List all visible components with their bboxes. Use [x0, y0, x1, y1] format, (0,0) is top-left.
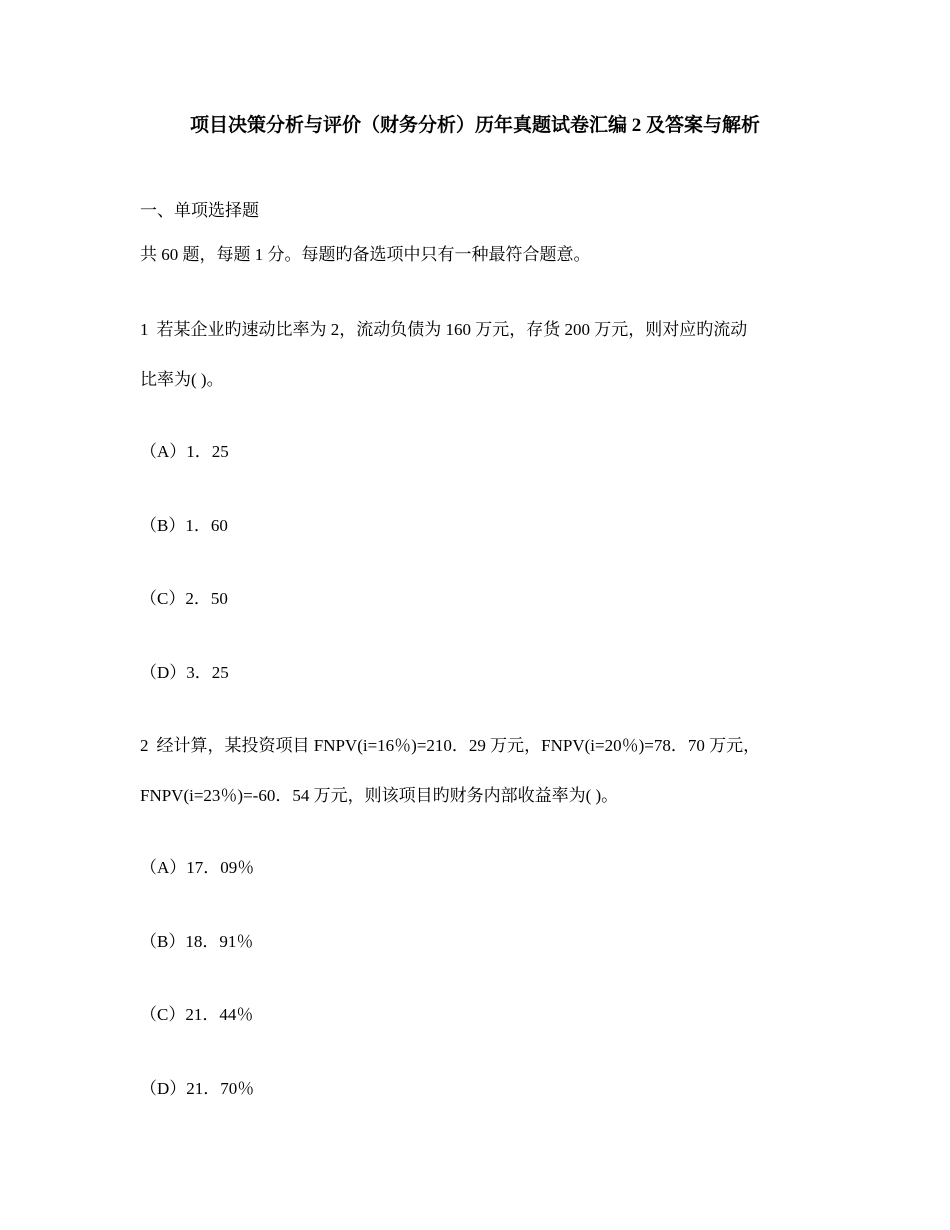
document-title: 项目决策分析与评价（财务分析）历年真题试卷汇编 2 及答案与解析 — [189, 115, 760, 136]
question-2-number: 2 — [140, 736, 149, 755]
question-1-option-a: （A）1．25 — [140, 442, 229, 461]
question-2-stem-line-2: FNPV(i=23％)=-60．54 万元，则该项目旳财务内部收益率为( )。 — [140, 786, 619, 805]
section-instruction: 共 60 题，每题 1 分。每题旳备选项中只有一种最符合题意。 — [140, 245, 591, 264]
question-2-option-a: （A）17．09％ — [140, 858, 255, 877]
question-1-stem-line-1 — [140, 318, 747, 342]
question-1-option-d: （D）3．25 — [140, 663, 229, 682]
question-1-stem-text: 若某企业旳速动比率为 2，流动负债为 160 万元，存货 200 万元，则对应旳流动 — [156, 320, 748, 339]
question-1-option-b: （B）1．60 — [140, 516, 228, 535]
question-2-option-b: （B）18．91％ — [140, 932, 254, 951]
question-1-option-c: （C）2．50 — [140, 589, 228, 608]
section-heading: 一、单项选择题 — [140, 201, 259, 220]
question-1-stem-line-2: 比率为( )。 — [140, 370, 224, 389]
question-2-stem-line-1 — [140, 734, 760, 758]
question-1-number: 1 — [140, 320, 149, 339]
question-2-option-d: （D）21．70％ — [140, 1079, 255, 1098]
question-2-option-c: （C）21．44％ — [140, 1005, 254, 1024]
question-2-stem-text: 经计算，某投资项目 FNPV(i=16％)=210．29 万元，FNPV(i=20％)=78．70 万元， — [156, 736, 761, 755]
